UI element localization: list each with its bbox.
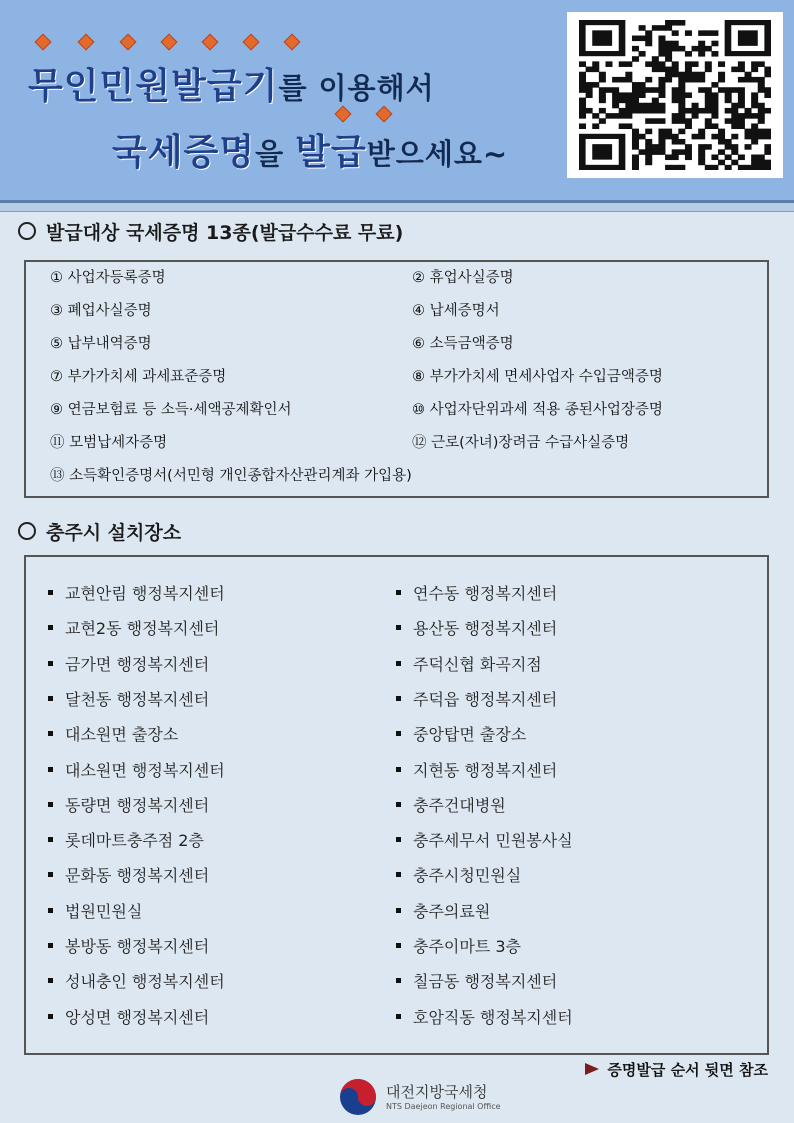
certificate-item: ④ 납세증명서 <box>412 303 500 319</box>
location-name: 중앙탑면 출장소 <box>413 725 527 745</box>
org-logo <box>338 1077 508 1117</box>
location-item <box>48 581 225 604</box>
location-item <box>396 722 526 745</box>
section-title-certificates <box>18 218 403 245</box>
location-name: 연수동 행정복지센터 <box>413 584 558 603</box>
location-item <box>396 1005 573 1028</box>
header-banner <box>0 0 794 203</box>
taegeuk-logo-icon <box>338 1077 378 1117</box>
square-bullet-icon <box>396 908 401 913</box>
location-name: 충주세무서 민원봉사실 <box>413 831 573 851</box>
certificate-item: ⑬ 소득확인증명서(서민형 개인종합자산관리계좌 가입용) <box>50 468 412 484</box>
location-name: 대소원면 행정복지센터 <box>65 760 225 780</box>
certificate-item: ① 사업자등록증명 <box>50 270 166 286</box>
location-item <box>48 899 142 922</box>
location-item <box>396 828 573 851</box>
square-bullet-icon <box>396 661 401 666</box>
location-item <box>48 793 209 816</box>
headline-emphasis: 발급 <box>295 132 367 173</box>
certificate-item: ⑥ 소득금액증명 <box>412 336 514 352</box>
location-name: 대소원면 출장소 <box>65 725 179 745</box>
footer-note-text: 증명발급 순서 뒷면 참조 <box>607 1061 768 1079</box>
headline-text: 을 <box>255 137 296 171</box>
circle-bullet-icon <box>18 222 36 240</box>
square-bullet-icon <box>396 1014 401 1019</box>
triangle-right-icon <box>585 1063 599 1075</box>
certificate-item: ⑪ 모범납세자증명 <box>50 435 168 451</box>
certificate-item: ⑨ 연금보험료 등 소득·세액공제확인서 <box>50 402 292 418</box>
location-item <box>396 687 557 710</box>
section-title-text: 충주시 설치장소 <box>46 522 182 544</box>
square-bullet-icon <box>48 731 53 736</box>
location-name: 교현안림 행정복지센터 <box>65 584 225 603</box>
location-name: 성내충인 행정복지센터 <box>65 972 225 992</box>
location-item <box>396 899 490 922</box>
qr-code-icon <box>579 20 771 170</box>
headline-text: 를 이용해서 <box>278 71 435 105</box>
location-item <box>48 652 209 675</box>
location-name: 주덕신협 화곡지점 <box>413 654 542 674</box>
location-name: 봉방동 행정복지센터 <box>65 937 210 956</box>
location-item <box>396 863 521 886</box>
location-list-box <box>24 555 769 1055</box>
square-bullet-icon <box>48 978 53 983</box>
location-name: 교현2동 행정복지센터 <box>65 619 220 639</box>
headline-emphasis: 국세증명 <box>112 132 256 173</box>
location-item <box>396 652 542 675</box>
certificate-item: ⑧ 부가가치세 면세사업자 수입금액증명 <box>412 369 663 385</box>
square-bullet-icon <box>48 802 53 807</box>
square-bullet-icon <box>48 943 53 948</box>
location-name: 달천동 행정복지센터 <box>65 689 210 709</box>
location-name: 충주이마트 3층 <box>413 937 522 956</box>
location-name: 칠금동 행정복지센터 <box>413 972 558 992</box>
location-name: 용산동 행정복지센터 <box>413 619 558 639</box>
square-bullet-icon <box>396 590 401 595</box>
headline-line-2 <box>112 124 508 175</box>
location-item <box>48 934 209 957</box>
square-bullet-icon <box>48 696 53 701</box>
square-bullet-icon <box>396 696 401 701</box>
location-name: 롯데마트충주점 2층 <box>65 831 204 851</box>
location-item <box>396 934 521 957</box>
certificate-item: ⑤ 납부내역증명 <box>50 336 152 352</box>
location-name: 동량면 행정복지센터 <box>65 795 210 815</box>
location-name: 법원민원실 <box>65 901 143 921</box>
square-bullet-icon <box>396 837 401 842</box>
square-bullet-icon <box>48 590 53 595</box>
diamond-icon <box>284 34 301 51</box>
certificate-item: ⑩ 사업자단위과세 적용 종된사업장증명 <box>412 402 663 418</box>
square-bullet-icon <box>48 872 53 877</box>
certificate-list-box <box>24 260 769 498</box>
certificate-item: ② 휴업사실증명 <box>412 270 514 286</box>
location-item <box>396 758 557 781</box>
location-name: 충주건대병원 <box>413 795 506 815</box>
square-bullet-icon <box>48 625 53 630</box>
headline-emphasis: 무인민원발급기 <box>28 66 279 107</box>
location-name: 앙성면 행정복지센터 <box>65 1007 210 1027</box>
location-name: 호암직동 행정복지센터 <box>413 1007 573 1027</box>
org-name-english: NTS Daejeon Regional Office <box>386 1102 501 1111</box>
location-item <box>48 758 225 781</box>
section-title-text: 발급대상 국세증명 13종(발급수수료 무료) <box>46 222 404 244</box>
square-bullet-icon <box>396 978 401 983</box>
headline-text: 받으세요~ <box>366 137 509 171</box>
location-name: 충주시청민원실 <box>413 866 522 886</box>
square-bullet-icon <box>396 943 401 948</box>
square-bullet-icon <box>396 731 401 736</box>
square-bullet-icon <box>48 1014 53 1019</box>
certificate-item: ⑦ 부가가치세 과세표준증명 <box>50 369 227 385</box>
certificate-item: ③ 폐업사실증명 <box>50 303 152 319</box>
location-item <box>396 616 557 639</box>
square-bullet-icon <box>396 625 401 630</box>
location-item <box>396 969 557 992</box>
org-name: 대전지방국세청 <box>386 1083 488 1101</box>
location-item <box>48 1005 209 1028</box>
headline-line-1 <box>28 58 435 109</box>
diamond-icon <box>78 34 95 51</box>
location-name: 문화동 행정복지센터 <box>65 866 210 886</box>
certificate-item: ⑫ 근로(자녀)장려금 수급사실증명 <box>412 435 630 451</box>
location-item <box>48 722 178 745</box>
circle-bullet-icon <box>18 522 36 540</box>
diamond-icon <box>202 34 219 51</box>
location-item <box>48 687 209 710</box>
square-bullet-icon <box>396 872 401 877</box>
location-name: 금가면 행정복지센터 <box>65 654 210 674</box>
square-bullet-icon <box>48 837 53 842</box>
square-bullet-icon <box>396 802 401 807</box>
location-item <box>48 616 219 639</box>
diamond-icon <box>243 34 260 51</box>
section-title-locations <box>18 518 181 545</box>
diamond-icon <box>161 34 178 51</box>
diamond-icon <box>120 34 137 51</box>
square-bullet-icon <box>48 767 53 772</box>
qr-code[interactable] <box>567 12 783 178</box>
location-name: 주덕읍 행정복지센터 <box>413 689 558 709</box>
header-divider <box>0 203 794 212</box>
square-bullet-icon <box>48 908 53 913</box>
location-item <box>48 969 225 992</box>
square-bullet-icon <box>396 767 401 772</box>
diamond-icon <box>35 34 52 51</box>
footer-note <box>585 1059 768 1080</box>
square-bullet-icon <box>48 661 53 666</box>
location-item <box>396 581 557 604</box>
location-item <box>396 793 506 816</box>
location-name: 지현동 행정복지센터 <box>413 760 558 780</box>
location-name: 충주의료원 <box>413 901 491 921</box>
location-item <box>48 863 209 886</box>
location-item <box>48 828 204 851</box>
